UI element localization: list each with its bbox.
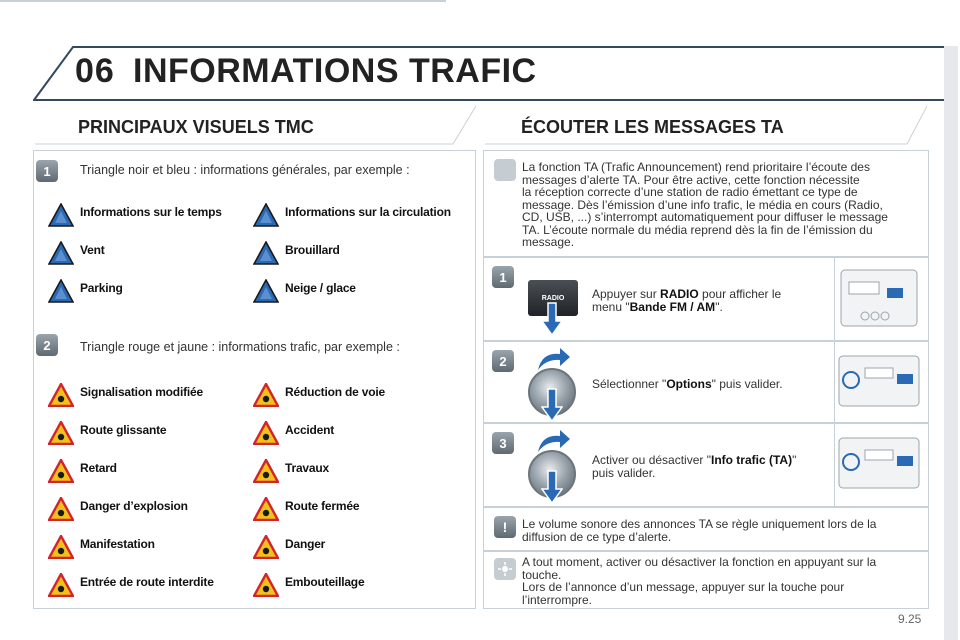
right-title-frame <box>483 104 929 148</box>
left-title-frame <box>33 104 478 148</box>
delay-icon <box>48 459 74 483</box>
traffic-light-icon <box>48 383 74 407</box>
sign-label: Brouillard <box>285 243 340 257</box>
chapter-number: 06 <box>75 52 115 90</box>
step-badge-1: 1 <box>36 160 58 182</box>
chapter-title: INFORMATIONS TRAFIC <box>133 52 537 90</box>
ta-intro-row <box>483 150 929 257</box>
sign-label: Retard <box>80 461 117 475</box>
traffic-jam-icon <box>253 573 279 597</box>
radio-button[interactable]: RADIO <box>528 280 578 316</box>
right-section-title: ÉCOUTER LES MESSAGES TA <box>521 117 784 137</box>
ta-step-2-text: Sélectionner "Options" puis valider. <box>592 377 783 391</box>
ta-step-2-row <box>483 341 929 423</box>
wind-icon <box>48 241 74 265</box>
page-edge-band <box>944 46 958 640</box>
sign-label: Danger <box>285 537 326 551</box>
ta-warning-text: Le volume sonore des annonces TA se règle uniquement lors de la diffusion de ce type d’alerte. <box>522 517 877 544</box>
left-section-title: PRINCIPAUX VISUELS TMC <box>78 117 314 137</box>
chapter-header <box>33 46 955 104</box>
ta-step-badge-1: 1 <box>492 266 514 288</box>
sign-label: Informations sur la circulation <box>285 205 451 219</box>
sign-label: Neige / glace <box>285 281 356 295</box>
sign-label: Réduction de voie <box>285 385 385 399</box>
danger-icon <box>253 535 279 559</box>
radio-faceplate-thumb <box>834 342 924 422</box>
sign-label: Informations sur le temps <box>80 205 222 219</box>
ta-tip-text: A tout moment, activer ou désactiver la fonction en appuyant sur la touche. Lors de l’annonce d’un message, appuyer sur la touche pour l’interrompre. <box>522 555 877 607</box>
parking-icon <box>48 279 74 303</box>
ta-step-1-text: Appuyer sur RADIO pour afficher le menu "Bande FM / AM". <box>592 287 782 314</box>
fog-icon <box>253 241 279 265</box>
explosion-icon <box>48 497 74 521</box>
ta-step-3-text: Activer ou désactiver "Info trafic (TA)" puis valider. <box>592 453 797 480</box>
press-down-arrow-icon <box>541 388 563 422</box>
step-badge-2: 2 <box>36 334 58 356</box>
no-entry-icon <box>48 573 74 597</box>
radio-faceplate-thumb <box>834 258 924 340</box>
ta-warning-row <box>483 507 929 551</box>
slippery-road-icon <box>48 421 74 445</box>
warning-icon: ! <box>494 516 516 538</box>
press-down-arrow-icon <box>541 302 563 336</box>
ta-step-badge-2: 2 <box>492 350 514 372</box>
sign-label: Manifestation <box>80 537 155 551</box>
demonstration-icon <box>48 535 74 559</box>
accident-icon <box>253 421 279 445</box>
tip-icon <box>494 558 516 580</box>
sign-label: Entrée de route interdite <box>80 575 214 589</box>
sign-label: Vent <box>80 243 105 257</box>
sign-label: Travaux <box>285 461 329 475</box>
road-closed-icon <box>253 497 279 521</box>
ta-step-3-row <box>483 423 929 507</box>
page-number: 9.25 <box>898 612 922 626</box>
sign-label: Embouteillage <box>285 575 365 589</box>
weather-icon <box>48 203 74 227</box>
sign-label: Signalisation modifiée <box>80 385 203 399</box>
info-icon <box>253 203 279 227</box>
roadworks-icon <box>253 459 279 483</box>
red-triangle-intro: Triangle rouge et jaune : informations trafic, par exemple : <box>80 340 400 354</box>
press-down-arrow-icon <box>541 470 563 504</box>
sign-label: Route fermée <box>285 499 360 513</box>
radio-faceplate-thumb <box>834 424 924 506</box>
blue-triangle-intro: Triangle noir et bleu : informations générales, par exemple : <box>80 163 410 177</box>
ta-step-1-row <box>483 257 929 341</box>
sign-label: Route glissante <box>80 423 167 437</box>
ta-tip-row <box>483 551 929 609</box>
sign-label: Parking <box>80 281 123 295</box>
sign-label: Danger d’explosion <box>80 499 188 513</box>
lane-reduction-icon <box>253 383 279 407</box>
ta-info-icon <box>494 159 516 181</box>
snow-icon <box>253 279 279 303</box>
sign-label: Accident <box>285 423 335 437</box>
ta-step-badge-3: 3 <box>492 432 514 454</box>
ta-intro-text: La fonction TA (Trafic Announcement) rend prioritaire l’écoute des messages d’alerte TA. Pour être active, cette fonction nécessite la réception correcte d’une station de radio émettant ce type de message. Dès l’émission d’une info trafic, le média en cours (Radio, CD, USB, ...) s’interrompt automatiquement pour diffuser le message TA. L’écoute normale du média reprend dès la fin de l’émission du message. <box>522 160 888 249</box>
